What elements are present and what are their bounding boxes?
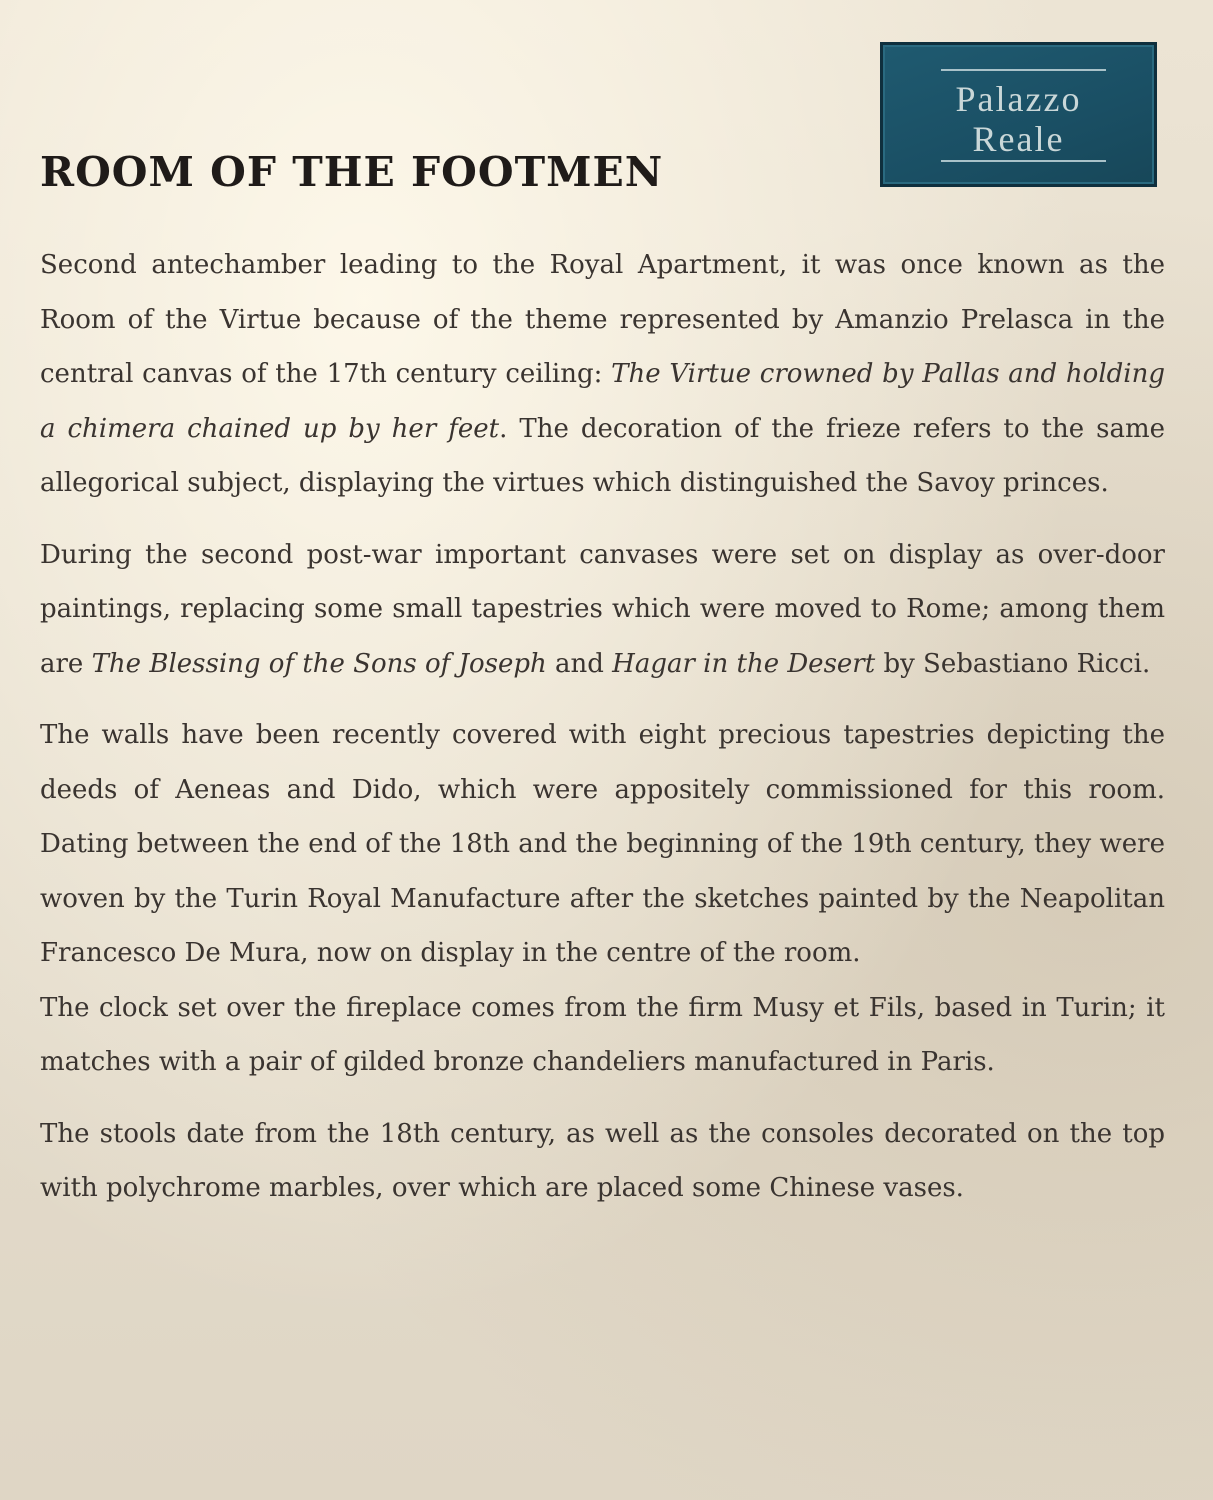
- placard-title: ROOM OF THE FOOTMEN: [40, 148, 664, 196]
- paragraph-3: The walls have been recently covered with eight precious tapestries depicting the deeds of Aeneas and Dido, which were appositely commissioned for this room. Dating between the end of the 18th and the beginning of the 19th century, they were woven by the Turin Royal Manufacture after the sketches painted by the Neapolitan Francesco De Mura, now on display in the centre of the room.: [40, 720, 1165, 968]
- logo-rule-bottom: [941, 160, 1106, 162]
- paragraph-5: The stools date from the 18th century, as well as the consoles decorated on the top with polychrome marbles, over which are placed some Chinese vases.: [40, 1118, 1165, 1203]
- paragraph-2-text-a: During the second post-war important canvases were set on display as over-door paintings, replacing some small tapestries which were moved to Rome; among them are: [40, 539, 1165, 679]
- palazzo-reale-logo: [880, 42, 1157, 187]
- paragraph-4: The clock set over the fireplace comes from the firm Musy et Fils, based in Turin; it matches with a pair of gilded bronze chandeliers manufactured in Paris.: [40, 992, 1165, 1077]
- logo-line-2: Reale: [972, 119, 1065, 159]
- logo-line-1: Palazzo: [955, 79, 1082, 119]
- paragraph-1-artwork-title: The Virtue crowned by Pallas and holding a chimera chained up by her feet: [40, 359, 1165, 444]
- paragraph-2-text-b: and: [546, 648, 613, 679]
- paragraph-2: [40, 528, 1165, 692]
- paragraph-2-text-c: by Sebastiano Ricci.: [875, 648, 1151, 679]
- paragraph-1-text-b: . The decoration of the frieze refers to the same allegorical subject, displaying the virtues which distinguished the Savoy princes.: [40, 413, 1165, 498]
- paragraph-2-artwork-title-1: The Blessing of the Sons of Joseph: [91, 648, 547, 679]
- paragraph-2-artwork-title-2: Hagar in the Desert: [612, 648, 876, 679]
- paragraph-1-text-a: Second antechamber leading to the Royal Apartment, it was once known as the Room of the Virtue because of the theme represented by Amanzio Prelasca in the central canvas of the 17th century ceiling:: [40, 250, 1165, 389]
- paragraph-1: [40, 238, 1165, 511]
- logo-rule-top: [941, 69, 1106, 71]
- placard-body: [40, 238, 1165, 1216]
